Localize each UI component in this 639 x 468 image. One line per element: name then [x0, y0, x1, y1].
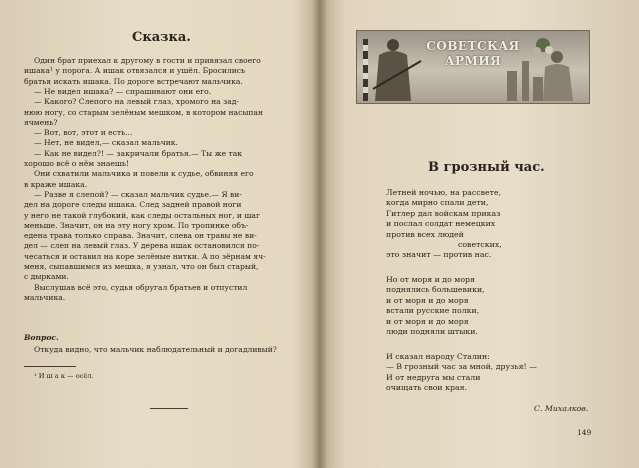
- poem-line: Летней ночью, на рассвете,: [386, 188, 502, 197]
- text-line: Они схватили мальчика и повели к судье, обвиняя его: [34, 169, 254, 179]
- banner-line-1: СОВЕТСКАЯ: [426, 39, 520, 53]
- text-line: дел — слеп на левый глаз. У дерева ишак остановился по-: [24, 241, 260, 251]
- text-line: — Какого? Слепого на левый глаз, хромого на зад-: [34, 97, 239, 107]
- page-end-ornament: [150, 408, 188, 409]
- page-number: 149: [577, 428, 592, 437]
- text-line: меньше. Значит, он на эту ногу хром. По тропинке объ-: [24, 220, 249, 230]
- text-line: — Вот, вот, этот и есть...: [34, 128, 133, 138]
- text-line: меня, сыпавшимся из мешка, я узнал, что он был старый,: [24, 262, 259, 271]
- text-line: Один брат приехал к другому в гости и привязал своего: [34, 56, 261, 65]
- poem-line: И от недруга мы стали: [386, 372, 481, 382]
- text-line: братья искать ишака. По дороге встречают мальчика.: [24, 76, 243, 86]
- text-line: у него не такой глубокий, как следы остальных ног, и шаг: [24, 210, 260, 220]
- poem-title: В грозный час.: [428, 160, 545, 175]
- text-line: дел на дороге следы ишака. След задней правой ноги: [24, 200, 242, 210]
- text-line: с дырками.: [24, 272, 69, 282]
- right-page: [332, 0, 627, 468]
- poem-line: и от моря и до моря: [386, 295, 469, 305]
- text-line: нюю ногу, со старым зелёным мешком, в котором насыпан: [24, 107, 264, 117]
- footnote: ¹ И ш а к — осёл.: [34, 372, 94, 380]
- text-line: — Как не видел?! — закричали братья.— Ты же так: [34, 148, 242, 158]
- text-line: мальчика.: [24, 292, 66, 302]
- text-line: в краже ишака.: [24, 179, 88, 189]
- text-line: — Не видел ишака? — спрашивают они его.: [34, 86, 212, 96]
- poem-line: Гитлер дал войскам приказ: [386, 208, 501, 218]
- banner-title: [425, 39, 521, 69]
- soviet-army-banner: [356, 30, 590, 104]
- poem-line: люди подняли штыки.: [386, 327, 478, 336]
- text-line: едена трава только справа. Значит, слева он травы не ви-: [24, 231, 257, 241]
- question-label: Вопрос.: [24, 333, 59, 342]
- story-title: Сказка.: [132, 30, 191, 45]
- text-line: хорошо всё о нём знаешь!: [24, 159, 130, 168]
- poem-author: С. Михалков.: [534, 404, 589, 413]
- poem-line: встали русские полки,: [386, 306, 480, 316]
- text-line: — Разве я слепой? — сказал мальчик судье.— Я ви-: [34, 189, 242, 199]
- poem-line: это значит — против нас.: [386, 250, 492, 260]
- poem-line: когда мирно спали дети,: [386, 198, 489, 208]
- left-page: [14, 0, 306, 468]
- poem-line: и от моря и до моря: [386, 316, 469, 326]
- text-line: Выслушав всё это, судья обругал братьев и отпустил: [34, 282, 248, 292]
- question-text: Откуда видно, что мальчик наблюдательный и догадливый?: [34, 345, 277, 354]
- poem-line: поднялись большевики,: [386, 285, 485, 295]
- footnote-divider: [24, 366, 76, 367]
- banner-line-2: АРМИЯ: [444, 54, 502, 68]
- text-line: — Нет, не видел,— сказал мальчик.: [34, 138, 178, 148]
- poem-line: очищать свои края.: [386, 383, 468, 393]
- poem-line: против всех людей: [386, 229, 464, 239]
- text-line: ячмень?: [24, 117, 58, 127]
- book-gutter: [312, 0, 328, 468]
- poem-line: И сказал народу Сталин:: [386, 352, 490, 361]
- poem-line: и послал солдат немецких: [386, 219, 496, 229]
- poem-line: советских,: [458, 240, 502, 249]
- text-line: ишака¹ у порога. А ишак отвязался и ушёл. Бросились: [24, 66, 246, 76]
- text-line: чесаться и оставил на коре зелёные нитки. А по зёрнам яч-: [24, 251, 266, 261]
- poem-line: — В грозный час за мной, друзья! —: [386, 362, 537, 372]
- poem-line: Но от моря и до моря: [386, 275, 475, 284]
